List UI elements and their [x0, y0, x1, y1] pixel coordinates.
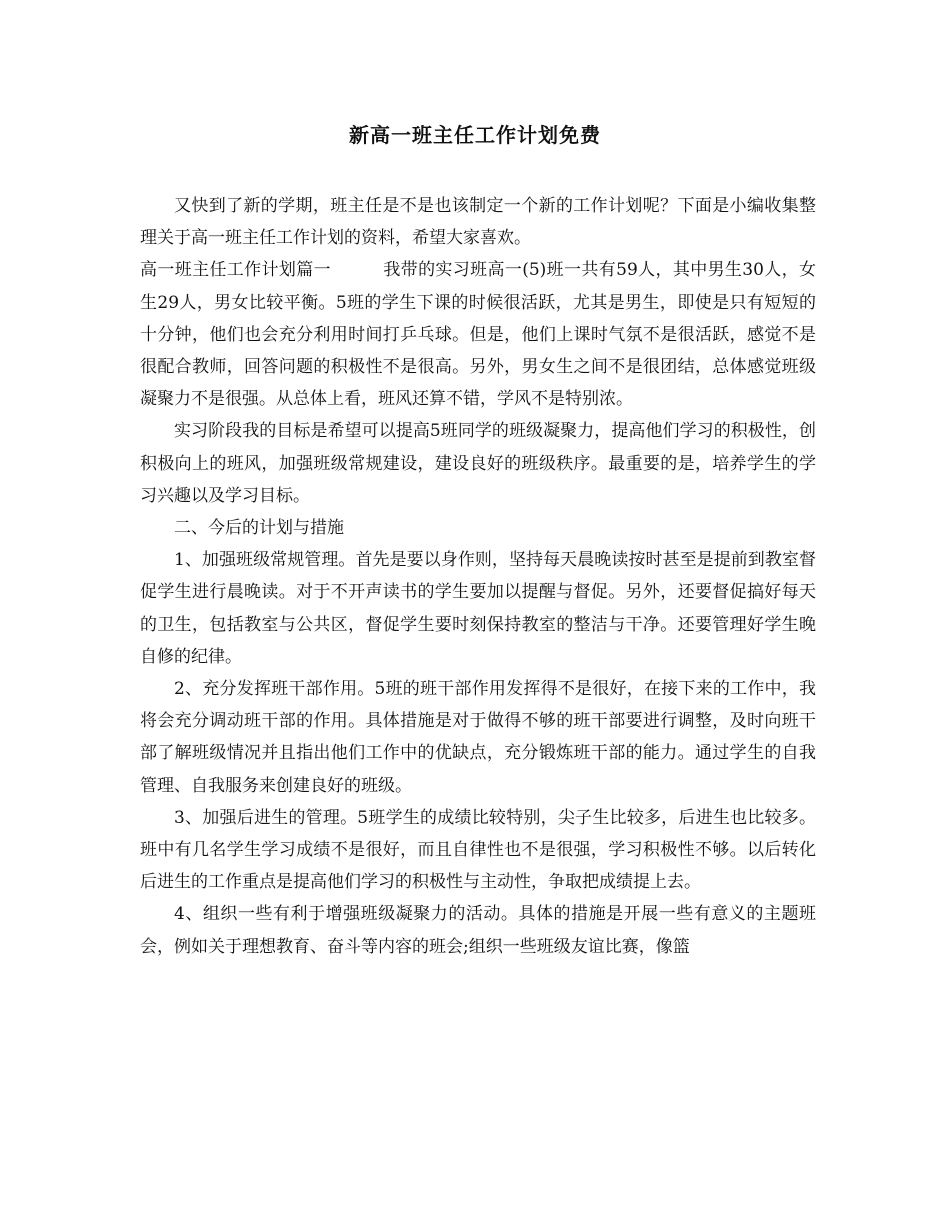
document-title: 新高一班主任工作计划免费: [349, 123, 601, 147]
measure-paragraph-4: 4、组织一些有利于增强班级凝聚力的活动。具体的措施是开展一些有意义的主题班会，例如关于理想教育、奋斗等内容的班会;组织一些班级友谊比赛，像篮: [140, 904, 816, 957]
measure-paragraph-3: 3、加强后进生的管理。5班学生的成绩比较特别，尖子生比较多，后进生也比较多。班中有几名学生学习成绩不是很好，而且自律性也不是很强，学习积极性不够。以后转化后进生的工作重点是提高他们学习的积极性与主动性，争取把成绩提上去。: [140, 807, 816, 893]
section-text: 我带的实习班高一(5)班一共有59人，其中男生30人，女生29人，男女比较平衡。5班的学生下课的时候很活跃，尤其是男生，即使是只有短短的十分钟，他们也会充分利用时间打乒乓球。但是，他们上课时气氛不是很活跃，感觉不是很配合教师，回答问题的积极性不是很高。另外，男女生之间不是很团结，总体感觉班级凝聚力不是很强。从总体上看，班风还算不错，学风不是特别浓。: [140, 260, 817, 410]
document-body: [140, 190, 816, 963]
goal-paragraph: 实习阶段我的目标是希望可以提高5班同学的班级凝聚力，提高他们学习的积极性，创积极向上的班风，加强班级常规建设，建设良好的班级秩序。最重要的是，培养学生的学习兴趣以及学习目标。: [140, 421, 816, 506]
plan-heading: 二、今后的计划与措施: [174, 518, 344, 539]
measure-paragraph-1: 1、加强班级常规管理。首先是要以身作则，坚持每天晨晚读按时甚至是提前到教室督促学生进行晨晚读。对于不开声读书的学生要加以提醒与督促。另外，还要督促搞好每天的卫生，包括教室与公共区，督促学生要时刻保持教室的整洁与干净。还要管理好学生晚自修的纪律。: [140, 550, 816, 667]
measure-paragraph-2: 2、充分发挥班干部作用。5班的班干部作用发挥得不是很好，在接下来的工作中，我将会充分调动班干部的作用。具体措施是对于做得不够的班干部要进行调整，及时向班干部了解班级情况并且指出他们工作中的优缺点，充分锻炼班干部的能力。通过学生的自我管理、自我服务来创建良好的班级。: [140, 679, 816, 796]
section-label: 高一班主任工作计划篇一: [140, 260, 331, 281]
intro-paragraph: 又快到了新的学期，班主任是不是也该制定一个新的工作计划呢？下面是小编收集整理关于高一班主任工作计划的资料，希望大家喜欢。: [140, 196, 816, 249]
section-paragraph: [140, 254, 816, 415]
